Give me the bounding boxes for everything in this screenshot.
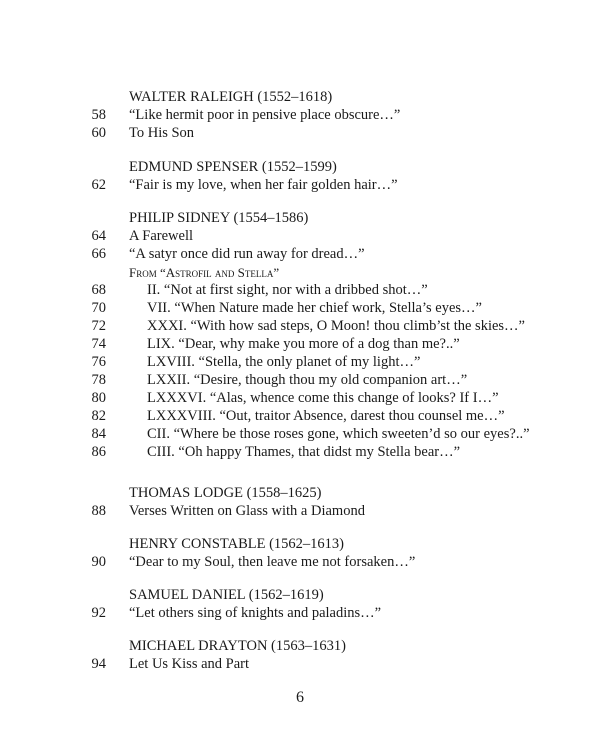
entry-title: LXXXVIII. “Out, traitor Absence, darest thou counsel me…” [147, 408, 505, 424]
toc-sub-entry [0, 353, 600, 371]
toc-entry [0, 502, 600, 520]
entry-page-number: 58 [91, 107, 106, 123]
author-heading-drayton: MICHAEL DRAYTON (1563–1631) [129, 638, 346, 654]
entry-page-number: 78 [91, 372, 106, 388]
entry-title: LIX. “Dear, why make you more of a dog than me?..” [147, 336, 460, 352]
entry-title: LXXXVI. “Alas, whence come this change of looks? If I…” [147, 390, 499, 406]
author-heading-raleigh: WALTER RALEIGH (1552–1618) [129, 89, 333, 105]
entry-title: VII. “When Nature made her chief work, Stella’s eyes…” [147, 300, 482, 316]
author-heading-constable: HENRY CONSTABLE (1562–1613) [129, 536, 344, 552]
entry-page-number: 82 [91, 408, 106, 424]
entry-title: “Like hermit poor in pensive place obscure…” [129, 107, 401, 123]
entry-title: CII. “Where be those roses gone, which sweeten’d so our eyes?..” [147, 426, 530, 442]
entry-page-number: 90 [91, 554, 106, 570]
page-number: 6 [296, 689, 304, 706]
toc-entry [0, 106, 600, 124]
entry-page-number: 68 [91, 282, 106, 298]
toc-entry [0, 227, 600, 245]
entry-title: “Let others sing of knights and paladins…” [129, 605, 382, 621]
entry-title: LXXII. “Desire, though thou my old companion art…” [147, 372, 468, 388]
toc-sub-entry [0, 281, 600, 299]
entry-page-number: 62 [91, 177, 106, 193]
sequence-heading-title: “Astrofil and Stella” [160, 265, 280, 280]
entry-title: “Dear to my Soul, then leave me not forsaken…” [129, 554, 416, 570]
toc-entry [0, 124, 600, 142]
entry-title: Verses Written on Glass with a Diamond [129, 503, 365, 519]
entry-title: A Farewell [129, 228, 194, 244]
entry-page-number: 86 [91, 444, 106, 460]
entry-title: II. “Not at first sight, nor with a dribbed shot…” [147, 282, 428, 298]
toc-sub-entry [0, 389, 600, 407]
entry-title: Let Us Kiss and Part [129, 656, 250, 672]
entry-page-number: 66 [91, 246, 106, 262]
author-heading-sidney: PHILIP SIDNEY (1554–1586) [129, 210, 309, 226]
toc-sub-entry [0, 443, 600, 461]
toc-entry [0, 604, 600, 622]
sequence-heading [129, 264, 279, 282]
toc-entry [0, 176, 600, 194]
toc-sub-entry [0, 299, 600, 317]
toc-entry [0, 553, 600, 571]
toc-sub-entry [0, 317, 600, 335]
entry-page-number: 92 [91, 605, 106, 621]
author-heading-daniel: SAMUEL DANIEL (1562–1619) [129, 587, 324, 603]
author-heading-lodge: THOMAS LODGE (1558–1625) [129, 485, 322, 501]
entry-title: “A satyr once did run away for dread…” [129, 246, 365, 262]
entry-page-number: 80 [91, 390, 106, 406]
entry-title: LXVIII. “Stella, the only planet of my light…” [147, 354, 421, 370]
entry-page-number: 84 [91, 426, 106, 442]
entry-title: CIII. “Oh happy Thames, that didst my Stella bear…” [147, 444, 461, 460]
toc-entry [0, 245, 600, 263]
entry-title: “Fair is my love, when her fair golden hair…” [129, 177, 398, 193]
entry-title: To His Son [129, 125, 195, 141]
entry-page-number: 70 [91, 300, 106, 316]
entry-page-number: 88 [91, 503, 106, 519]
author-heading-spenser: EDMUND SPENSER (1552–1599) [129, 159, 337, 175]
entry-page-number: 94 [91, 656, 106, 672]
entry-page-number: 64 [91, 228, 106, 244]
entry-title: XXXI. “With how sad steps, O Moon! thou climb’st the skies…” [147, 318, 525, 334]
toc-sub-entry [0, 335, 600, 353]
toc-sub-entry [0, 425, 600, 443]
sequence-heading-prefix: From [129, 265, 157, 280]
entry-page-number: 76 [91, 354, 106, 370]
entry-page-number: 60 [91, 125, 106, 141]
entry-page-number: 74 [91, 336, 106, 352]
toc-entry [0, 655, 600, 673]
toc-sub-entry [0, 407, 600, 425]
entry-page-number: 72 [91, 318, 106, 334]
toc-sub-entry [0, 371, 600, 389]
